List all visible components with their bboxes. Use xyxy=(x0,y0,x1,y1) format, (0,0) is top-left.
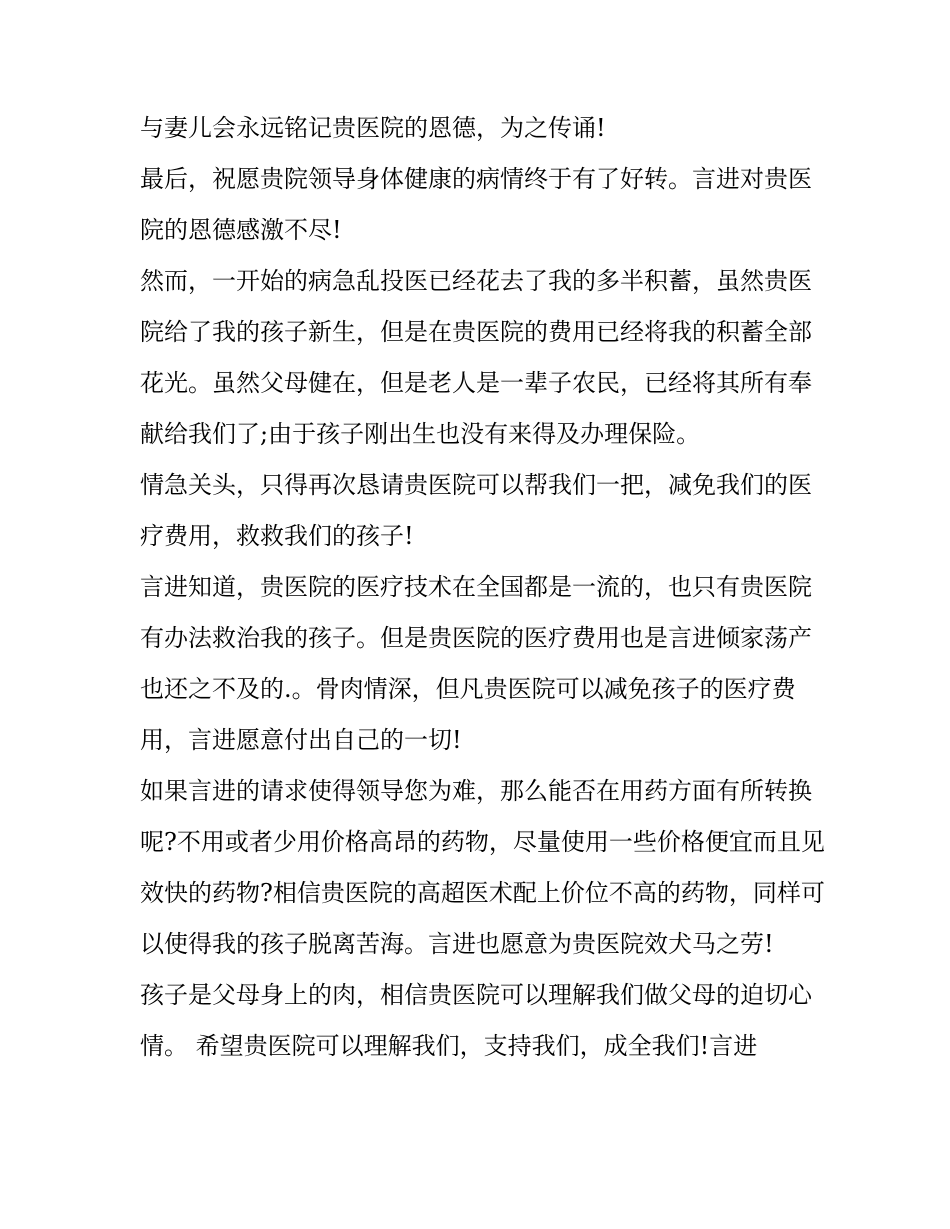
paragraph-2: 最后，祝愿贵院领导身体健康的病情终于有了好转。言进对贵医院的恩德感激不尽! xyxy=(140,165,812,244)
paragraph-7: 孩子是父母身上的肉，相信贵医院可以理解我们做父母的迫切心情。 希望贵医院可以理解我们，支持我们，成全我们!言进 xyxy=(140,981,812,1060)
document-page xyxy=(140,103,830,1072)
paragraph-1: 与妻儿会永远铭记贵医院的恩德，为之传诵! xyxy=(140,114,606,142)
paragraph-3: 然而，一开始的病急乱投医已经花去了我的多半积蓄，虽然贵医院给了我的孩子新生，但是在贵医院的费用已经将我的积蓄全部花光。虽然父母健在，但是老人是一辈子农民，已经将其所有奉献给我们了;由于孩子刚出生也没有来得及办理保险。 xyxy=(140,267,812,448)
paragraph-4: 情急关头，只得再次恳请贵医院可以帮我们一把，减免我们的医疗费用，救救我们的孩子! xyxy=(140,471,812,550)
paragraph-5: 言进知道，贵医院的医疗技术在全国都是一流的，也只有贵医院有办法救治我的孩子。但是贵医院的医疗费用也是言进倾家荡产也还之不及的.。骨肉情深，但凡贵医院可以减免孩子的医疗费用，言进愿意付出自己的一切! xyxy=(140,573,812,754)
paragraph-6: 如果言进的请求使得领导您为难，那么能否在用药方面有所转换呢?不用或者少用价格高昂的药物，尽量使用一些价格便宜而且见效快的药物?相信贵医院的高超医术配上价位不高的药物，同样可以使得我的孩子脱离苦海。言进也愿意为贵医院效犬马之劳! xyxy=(140,777,825,958)
